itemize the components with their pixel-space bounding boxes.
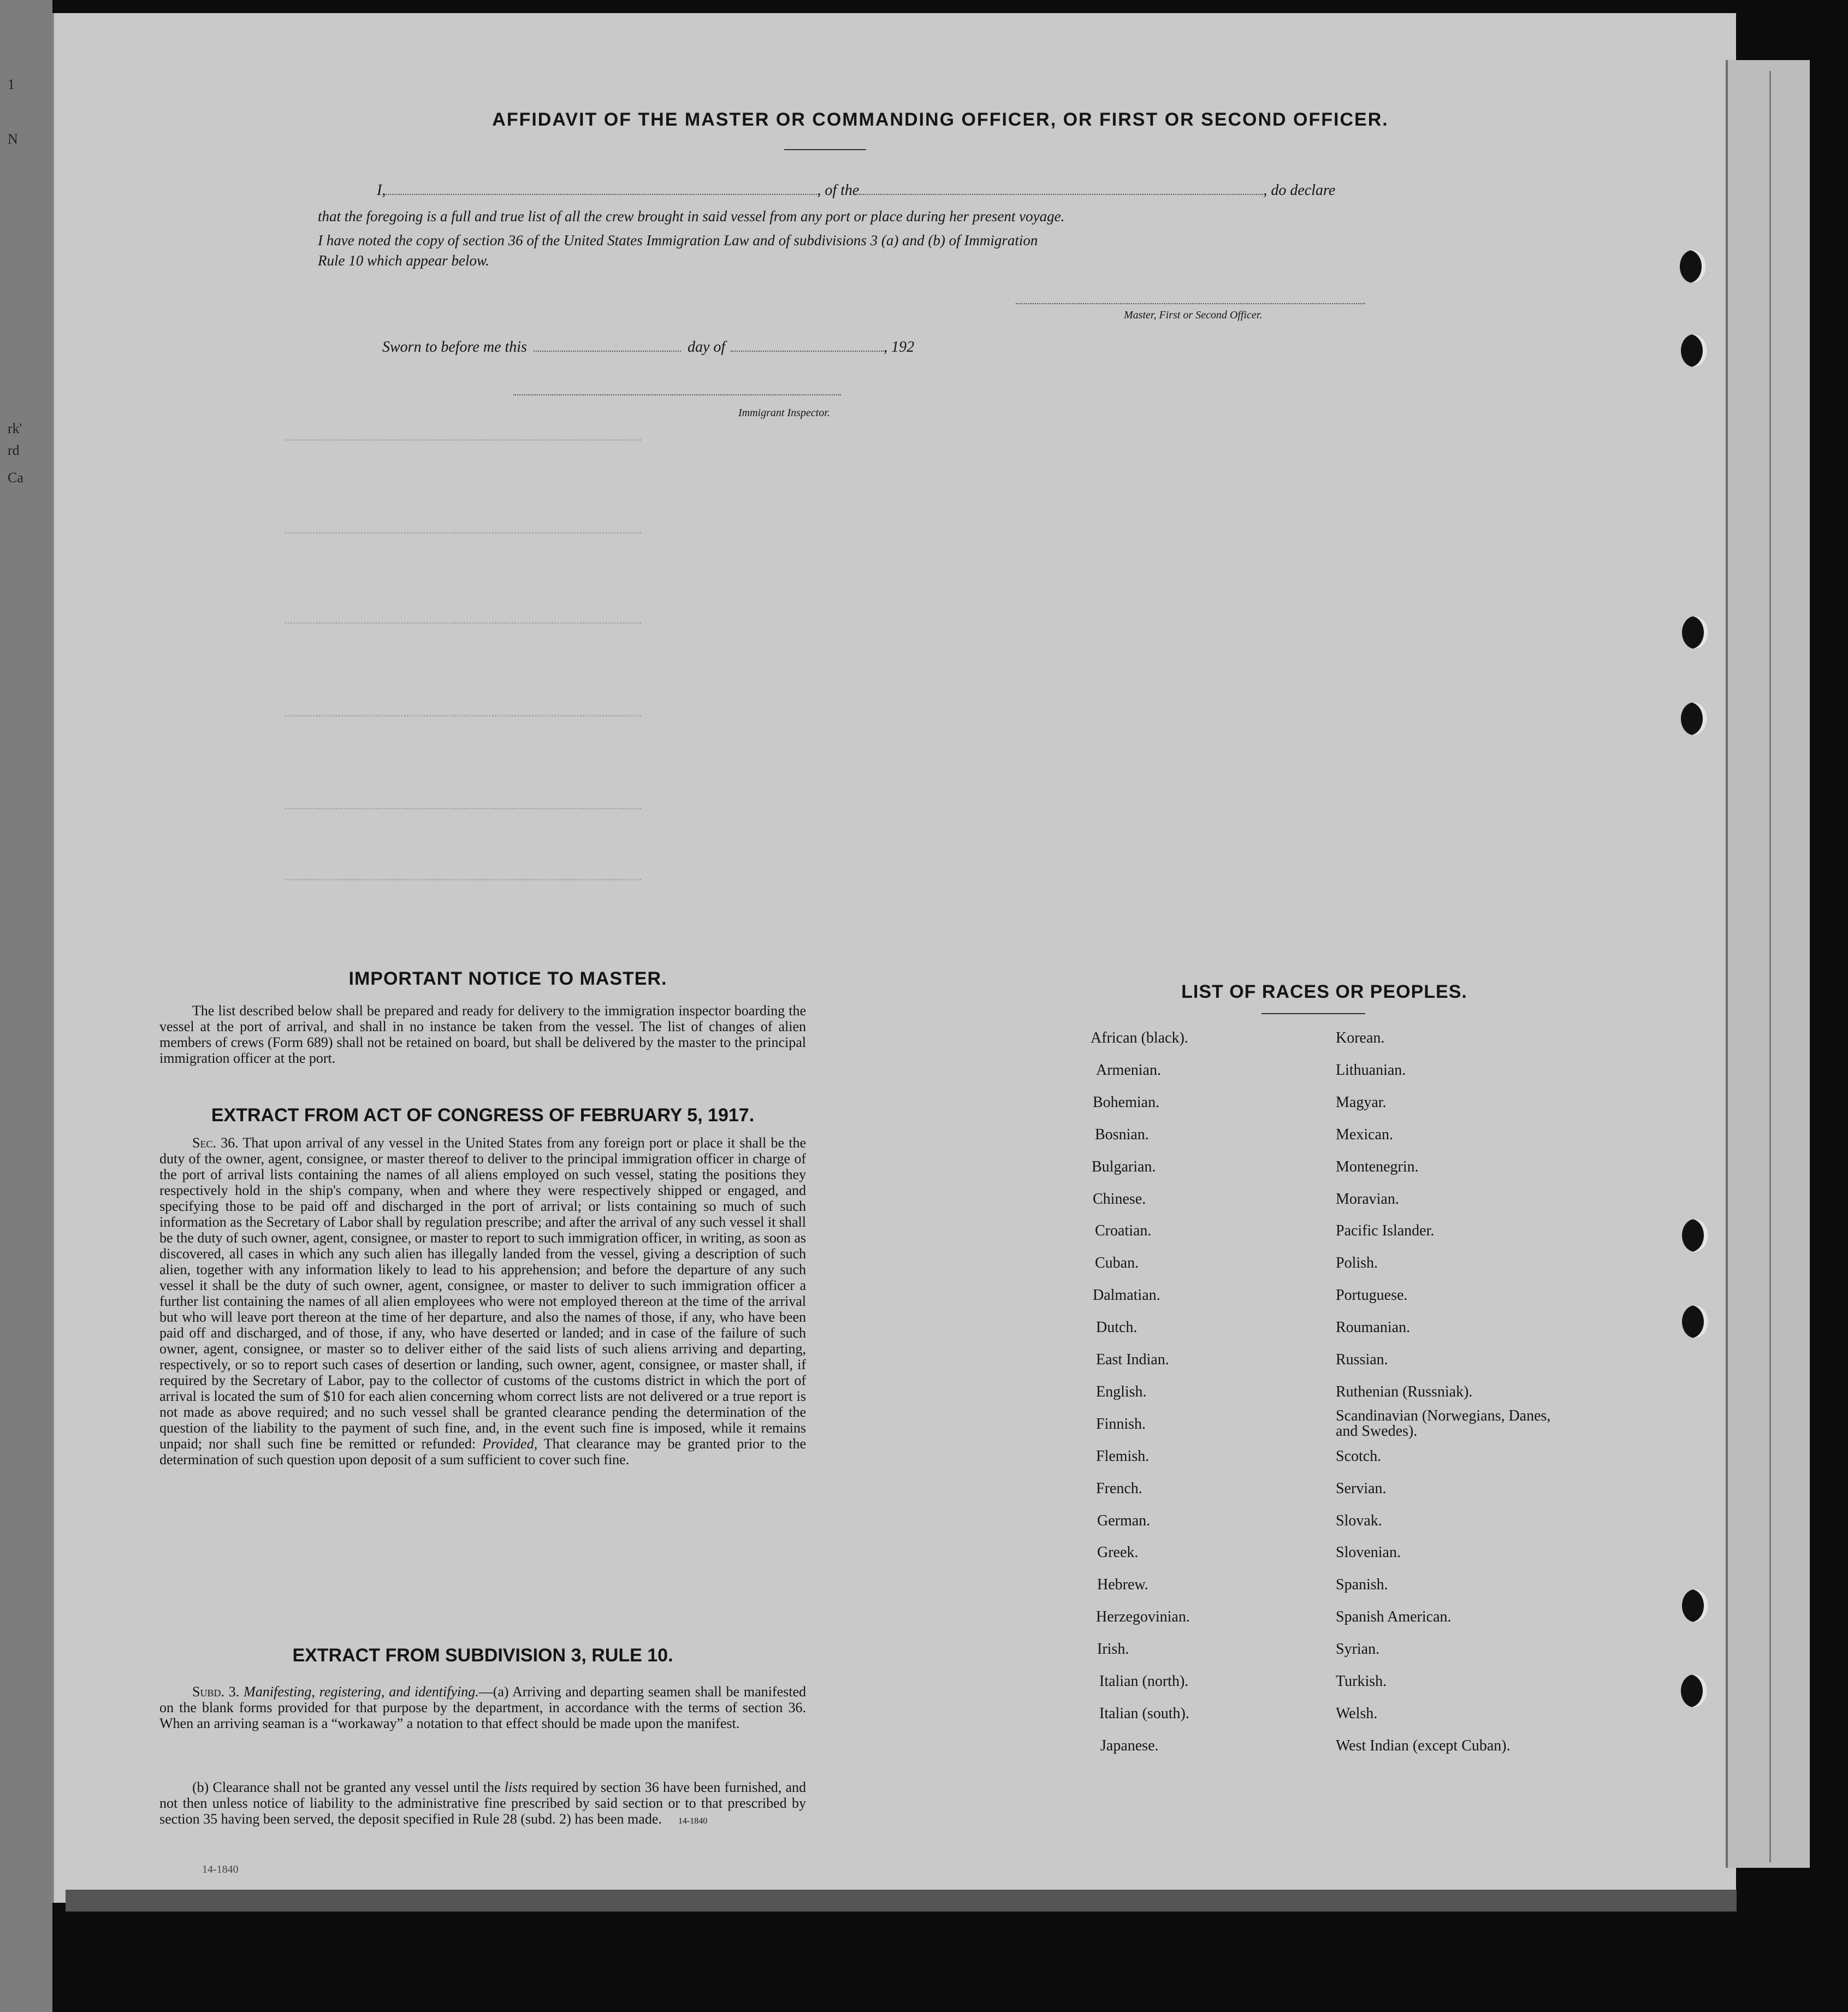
race-item: Cuban. [1095,1254,1139,1272]
affidavit-declare-label: , do declare [1263,182,1336,199]
race-item: Japanese. [1100,1737,1159,1754]
rule-body-a: —(a) Arriving and departing seamen shall be manifested on the blank forms provided for that purpose by the department, in accordance with the terms of section 36. When an arriving seaman is a “workaway” a notation to that effect should be made upon the manifest. [159,1684,806,1731]
race-item: Herzegovinian. [1096,1608,1190,1626]
race-item: Dutch. [1096,1319,1138,1336]
inspector-signature-label: Immigrant Inspector. [738,407,830,419]
rule-lists: lists [504,1779,528,1795]
sworn-month-blank[interactable] [731,351,884,352]
subd-heading: Manifesting, registering, and identifying. [244,1684,479,1700]
rule-text [159,1684,806,1731]
sec-label: Sec. 36. [192,1135,239,1151]
rule-body-b1: (b) Clearance shall not be granted any vessel until the [192,1779,501,1795]
races-title: LIST OF RACES OR PEOPLES. [1181,981,1467,1002]
left-page-edge: 1 N rk' rd Ca [0,0,52,2012]
race-item: French. [1096,1480,1142,1497]
race-item: Bosnian. [1095,1126,1149,1143]
affidavit-text-line: Rule 10 which appear below. [318,252,489,269]
race-item: West Indian (except Cuban). [1336,1737,1511,1754]
bottom-band [66,1890,1737,1912]
race-item: Pacific Islander. [1336,1222,1435,1240]
race-item: Polish. [1336,1254,1378,1272]
act-body-b: That clearance may be granted prior to the determination of such question upon deposit of a sum sufficient to cover such fine. [159,1436,807,1467]
master-signature-label: Master, First or Second Officer. [1124,309,1263,321]
race-item: English. [1096,1383,1147,1400]
race-item: Croatian. [1095,1222,1152,1240]
binder-hole-icon [1681,702,1707,735]
race-item: Welsh. [1336,1705,1378,1722]
binding-strip [1726,60,1810,1868]
race-item: Lithuanian. [1336,1061,1406,1079]
sworn-day-blank[interactable] [534,351,681,352]
race-item: African (black). [1091,1029,1188,1046]
race-item: Russian. [1336,1351,1388,1368]
race-item: Italian (north). [1099,1673,1189,1690]
bleed-through-row: ……………………………………………………………………………………………………………… [284,868,642,885]
binding-fold [1769,71,1793,1862]
act-text [159,1135,806,1467]
race-item: Irish. [1097,1641,1129,1658]
rule-body-b2: required by section 36 have been furnished, and not then unless notice of liability to the administrative fine prescribed by said section or to that prescribed by section 35 having been served, the deposit specified in Rule 28 (subd. 2) has been made. [159,1779,807,1827]
bleed-through-row: ……………………………………………………………………………………………………………… [284,705,642,721]
bleed-through-row: ……………………………………………………………………………………………………………… [284,612,642,628]
race-item: Turkish. [1336,1673,1387,1690]
binder-hole-icon [1680,250,1706,283]
race-item: Portuguese. [1336,1287,1408,1304]
race-item: Spanish American. [1336,1608,1452,1626]
race-item: Scotch. [1336,1447,1382,1465]
inspector-signature-line[interactable] [513,394,841,395]
race-item: Spanish. [1336,1576,1388,1594]
binder-hole-icon [1681,1674,1707,1707]
day-of-label: day of [687,339,726,356]
race-item: Flemish. [1096,1447,1150,1465]
affidavit-declaration-line [377,182,1335,199]
race-item: East Indian. [1096,1351,1169,1368]
year-label: , 192 [884,339,915,356]
race-item: Ruthenian (Russniak). [1336,1383,1473,1400]
act-provided: Provided, [482,1436,538,1452]
race-item: Moravian. [1336,1190,1399,1208]
race-item: Roumanian. [1336,1319,1411,1336]
race-item: Chinese. [1093,1190,1146,1208]
sworn-before-label: Sworn to before me this [382,339,527,356]
vessel-blank[interactable] [859,194,1263,195]
race-item: Bohemian. [1093,1093,1160,1111]
binder-hole-icon [1681,334,1707,367]
bleed-through-row: ……………………………………………………………………………………………………………… [284,429,642,445]
rule-title: EXTRACT FROM SUBDIVISION 3, RULE 10. [292,1645,673,1666]
binder-hole-icon [1682,1219,1708,1252]
race-item: German. [1097,1512,1151,1529]
race-item: Armenian. [1096,1061,1161,1079]
affidavit-i-label: I, [377,182,386,199]
race-item: Italian (south). [1099,1705,1189,1722]
footer-form-code: 14-1840 [202,1863,239,1875]
affidavit-text-line: that the foregoing is a full and true list of all the crew brought in said vessel from any port or place during her present voyage. [318,208,1065,224]
race-item: Bulgarian. [1092,1158,1156,1175]
race-item: Mexican. [1336,1126,1393,1143]
binder-hole-icon [1682,1305,1708,1338]
bleed-through-row: ……………………………………………………………………………………………………………… [284,522,642,538]
form-number: 14-1840 [678,1816,708,1826]
notice-text [159,1003,806,1066]
race-item: Dalmatian. [1093,1287,1160,1304]
race-item: Greek. [1097,1544,1139,1561]
act-title: EXTRACT FROM ACT OF CONGRESS OF FEBRUARY 5, 1917. [211,1105,755,1126]
race-item: Korean. [1336,1029,1385,1046]
race-item: Montenegrin. [1336,1158,1419,1175]
act-body-a: That upon arrival of any vessel in the United States from any foreign port or place it shall be the duty of the owner, agent, consignee, or master thereof to deliver to the principal immigration officer in charge of the port of arrival lists containing the names of all aliens employed on such vessel, stating the positions they respectively hold in the ship's company, when and where they were respectively shipped or engaged, and specifying those to be paid off and discharged in the port of arrival; or lists containing so much of such information as the Secretary of Labor shall by regulation prescribe; and after the arrival of any such vessel it shall be the duty of such owner, agent, consignee, or master to report to such immigration officer, in writing, as soon as discovered, all cases in which any such alien has illegally landed from the vessel, giving a description of such alien, together with any information likely to lead to his apprehension; and before the departure of any such vessel it shall be the duty of such owner, agent, consignee, or master to deliver to such immigration officer a further list containing the names of all alien employees who were not employed thereon at the time of the arrival but who will leave port thereon at the time of her departure, and also the names of those, if any, who have been paid off and discharged, and of those, if any, who have deserted or landed; and in case of the failure of such owner, agent, consignee, or master so to deliver either of the said lists of such aliens arriving and departing, respectively, or so to report such cases of desertion or landing, such owner, agent, consignee, or master shall, if required by the Secretary of Labor, pay to the collector of customs of the customs district in which the port of arrival is located the sum of $10 for each alien concerning whom correct lists are not delivered or a true report is not made as above required; and no such vessel shall be granted clearance pending the determination of the question of the liability to the payment of such fine, and, in the event such fine is imposed, while it remains unpaid; nor shall such fine be remitted or refunded: [159,1135,807,1452]
notice-body: The list described below shall be prepared and ready for delivery to the immigration inspector boarding the vessel at the port of arrival, and shall in no instance be taken from the vessel. The list of changes of alien members of crews (Form 689) shall not be retained on board, but shall be delivered by the master to the principal immigration officer at the port. [159,1003,806,1066]
affidavit-title-rule [784,149,866,150]
affidavit-of-the-label: , of the [817,182,860,199]
races-title-rule [1261,1013,1365,1014]
document-page [52,13,1736,1903]
subd-label: Subd. 3. [192,1684,240,1700]
race-item: Slovenian. [1336,1544,1401,1561]
race-item: Hebrew. [1097,1576,1148,1594]
binder-hole-icon [1682,616,1708,649]
notice-title: IMPORTANT NOTICE TO MASTER. [348,968,667,989]
name-blank[interactable] [386,194,817,195]
race-item: Magyar. [1336,1093,1387,1111]
rule-text-b [159,1779,806,1829]
master-signature-line[interactable] [1016,303,1365,304]
affidavit-title: AFFIDAVIT OF THE MASTER OR COMMANDING OFFICER, OR FIRST OR SECOND OFFICER. [492,109,1389,130]
race-item: Scandinavian (Norwegians, Danes, and Swedes). [1336,1407,1551,1440]
race-item: Slovak. [1336,1512,1382,1529]
race-item: Finnish. [1096,1415,1146,1433]
race-item: Syrian. [1336,1641,1380,1658]
affidavit-text-line: I have noted the copy of section 36 of the United States Immigration Law and of subdivisions 3 (a) and (b) of Immigration [318,232,1038,248]
bleed-through-row: ……………………………………………………………………………………………………………… [284,797,642,814]
race-item: Servian. [1336,1480,1387,1497]
sworn-line [382,339,914,356]
binder-hole-icon [1682,1589,1708,1622]
